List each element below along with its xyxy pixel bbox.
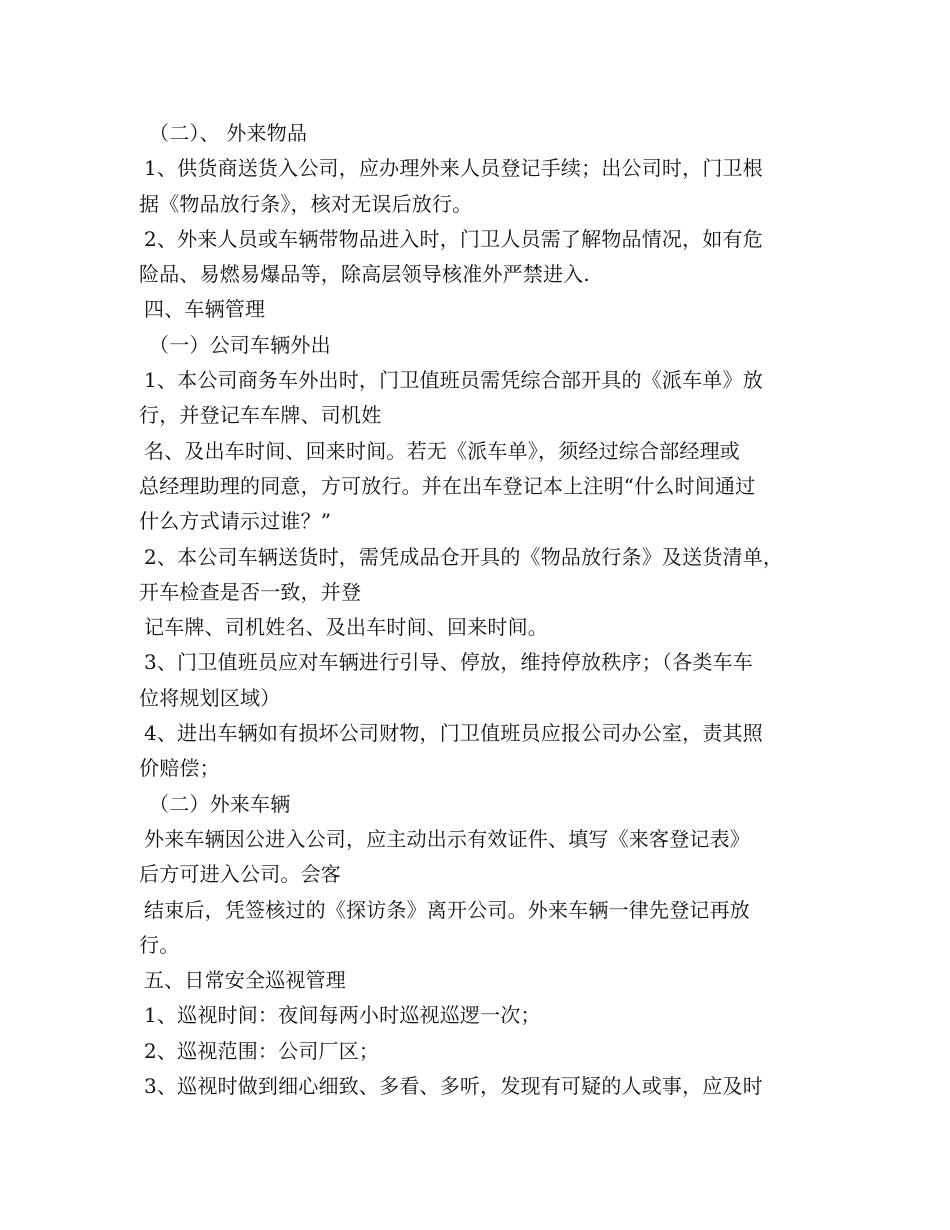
paragraph-line: 结束后，凭签核过的《探访条》离开公司。外来车辆一律先登记再放 (144, 897, 750, 922)
paragraph-line: 2、本公司车辆送货时，需凭成品仓开具的《物品放行条》及送货清单， (144, 544, 784, 569)
paragraph-line: 行。 (139, 932, 180, 957)
document-body (139, 116, 829, 1104)
paragraph-line: 1、供货商送货入公司，应办理外来人员登记手续；出公司时，门卫根 (144, 156, 763, 181)
paragraph-line: 1、巡视时间：夜间每两小时巡视巡逻一次； (144, 1003, 541, 1028)
paragraph-line: 什么方式请示过谁？” (139, 509, 332, 534)
paragraph-line: 价赔偿； (139, 756, 220, 781)
paragraph-line: 开车检查是否一致，并登 (139, 579, 362, 604)
paragraph-line: 险品、易燃易爆品等，除高层领导核准外严禁进入. (139, 262, 590, 287)
paragraph-line: 行，并登记车车牌、司机姓 (139, 403, 382, 428)
paragraph-line: 1、本公司商务车外出时，门卫值班员需凭综合部开具的《派车单》放 (144, 368, 763, 393)
paragraph-line: 外来车辆因公进入公司，应主动出示有效证件、填写《来客登记表》 (144, 826, 750, 851)
section-heading-vehicle-management: 四、车辆管理 (144, 297, 266, 322)
paragraph-line: 后方可进入公司。会客 (139, 862, 341, 887)
paragraph-line: 总经理助理的同意，方可放行。并在出车登记本上注明“什么时间通过 (139, 473, 756, 498)
paragraph-line: 4、进出车辆如有损坏公司财物，门卫值班员应报公司办公室，责其照 (144, 721, 763, 746)
paragraph-line: 2、外来人员或车辆带物品进入时，门卫人员需了解物品情况，如有危 (144, 226, 763, 251)
paragraph-line: 位将规划区域） (139, 685, 281, 710)
paragraph-line: 3、门卫值班员应对车辆进行引导、停放，维持停放秩序；（各类车车 (144, 650, 753, 675)
paragraph-line: 2、巡视范围：公司厂区； (144, 1038, 380, 1063)
paragraph-line: 记车牌、司机姓名、及出车时间、回来时间。 (144, 615, 548, 640)
subsection-heading-external-vehicles: （二）外来车辆 (149, 791, 291, 816)
section-heading-daily-patrol: 五、日常安全巡视管理 (144, 968, 346, 993)
paragraph-line: 3、巡视时做到细心细致、多看、多听，发现有可疑的人或事，应及时 (144, 1074, 763, 1099)
paragraph-line: 据《物品放行条》，核对无误后放行。 (139, 191, 473, 216)
paragraph-line: 名、及出车时间、回来时间。若无《派车单》，须经过综合部经理或 (144, 438, 740, 463)
section-heading-external-goods: （二）、 外来物品 (149, 121, 308, 145)
subsection-heading-company-vehicles: （一）公司车辆外出 (149, 332, 331, 357)
